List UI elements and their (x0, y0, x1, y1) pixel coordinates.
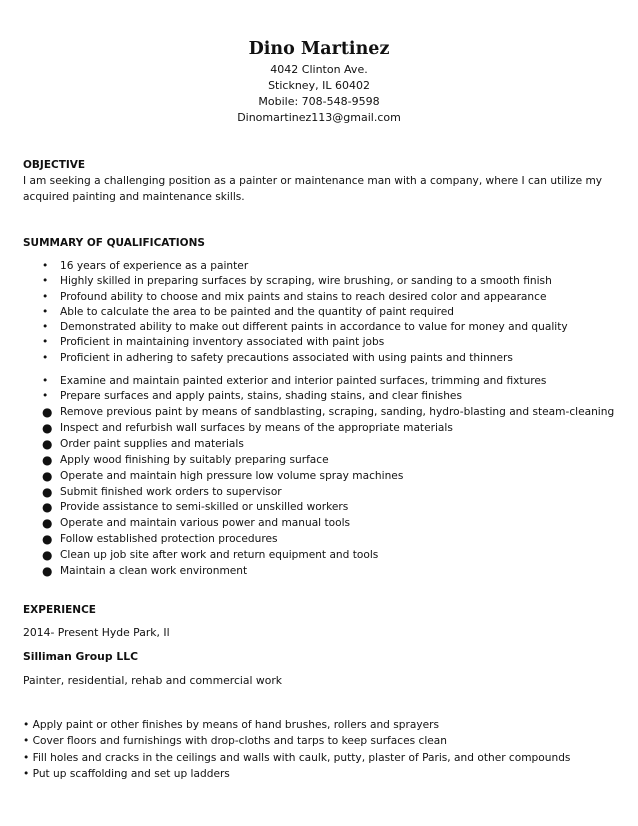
list-item (23, 305, 623, 320)
list-item (23, 274, 623, 289)
bullet-icon: ● (42, 452, 53, 467)
bullet-icon: • (42, 290, 49, 303)
mobile-phone: Mobile: 708-548-9598 (258, 95, 380, 108)
list-item: • Fill holes and cracks in the ceilings and walls with caulk, putty, plaster of Paris, and other compounds (23, 751, 571, 764)
list-item (23, 500, 623, 516)
bullet-icon: ● (42, 548, 53, 563)
list-item-text: 16 years of experience as a painter (60, 260, 249, 272)
objective-heading: OBJECTIVE (23, 159, 86, 171)
list-item-text: Proficient in adhering to safety precautions associated with using paints and thinners (60, 351, 513, 364)
list-item (23, 548, 623, 564)
list-item (23, 290, 623, 305)
street-address: 4042 Clinton Ave. (270, 63, 368, 76)
list-item (23, 437, 623, 453)
list-item-text: Operate and maintain various power and manual tools (60, 517, 351, 530)
job-role: Painter, residential, rehab and commercial work (23, 674, 283, 687)
list-item (23, 405, 623, 421)
bullet-icon: • (42, 305, 49, 318)
experience-duties-list (23, 717, 623, 782)
bullet-icon: • (42, 321, 49, 334)
list-item: • Apply paint or other finishes by means of hand brushes, rollers and sprayers (23, 719, 440, 731)
list-item: • Cover floors and furnishings with drop-cloths and tarps to keep surfaces clean (23, 735, 448, 748)
bullet-icon: ● (42, 405, 53, 419)
list-item (23, 259, 623, 274)
list-item-text: Highly skilled in preparing surfaces by scraping, wire brushing, or sanding to a smooth finish (60, 275, 552, 288)
bullet-icon: • (42, 375, 49, 387)
list-item (23, 374, 623, 389)
list-item-text: Submit finished work orders to supervisor (60, 485, 282, 498)
list-item (23, 389, 623, 404)
objective-line-2: acquired painting and maintenance skills. (23, 191, 245, 203)
list-item (23, 516, 623, 532)
list-item-text: Proficient in maintaining inventory associated with paint jobs (60, 336, 385, 349)
qualifications-list-1 (23, 259, 623, 366)
objective-section (23, 158, 623, 205)
bullet-icon: • (42, 336, 49, 349)
list-item (23, 532, 623, 548)
list-item (23, 320, 623, 335)
bullet-icon: ● (42, 436, 53, 451)
list-item (23, 564, 623, 580)
list-item (23, 485, 623, 501)
bullet-icon: • (42, 390, 49, 403)
list-item (23, 453, 623, 469)
list-item-text: Prepare surfaces and apply paints, stains, shading stains, and clear finishes (60, 390, 462, 403)
list-item (23, 335, 623, 350)
summary-heading-block (23, 236, 623, 251)
list-item-text: Order paint supplies and materials (60, 437, 244, 450)
bullet-icon: ● (42, 500, 53, 515)
company-name: Silliman Group LLC (23, 650, 139, 663)
list-item-text: Maintain a clean work environment (60, 565, 248, 578)
objective-line-1: I am seeking a challenging position as a painter or maintenance man with a company, where I can utilize my (23, 175, 603, 187)
bullet-icon: ● (42, 564, 53, 579)
list-item-text: Provide assistance to semi-skilled or unskilled workers (60, 501, 349, 514)
city-state-zip: Stickney, IL 60402 (268, 79, 370, 92)
list-item (23, 421, 623, 437)
bullet-icon: ● (42, 484, 53, 499)
qualifications-list-3 (23, 405, 623, 580)
list-item-text: Clean up job site after work and return equipment and tools (60, 549, 379, 562)
bullet-icon: • (42, 260, 49, 272)
candidate-name: Dino Martinez (248, 39, 390, 59)
bullet-icon: ● (42, 420, 53, 435)
summary-heading: SUMMARY OF QUALIFICATIONS (23, 237, 205, 249)
list-item-text: Demonstrated ability to make out different paints in accordance to value for money and quality (60, 321, 568, 334)
list-item-text: Able to calculate the area to be painted and the quantity of paint required (60, 305, 455, 318)
list-item-text: Inspect and refurbish wall surfaces by means of the appropriate materials (60, 421, 453, 434)
list-item (23, 351, 623, 366)
list-item-text: Follow established protection procedures (60, 533, 278, 546)
bullet-icon: ● (42, 516, 53, 531)
list-item-text: Examine and maintain painted exterior and interior painted surfaces, trimming and fixtures (60, 375, 547, 387)
bullet-icon: ● (42, 532, 53, 547)
qualifications-list-2 (23, 374, 623, 405)
bullet-icon: ● (42, 468, 53, 483)
experience-heading: EXPERIENCE (23, 604, 96, 616)
experience-section (23, 603, 623, 618)
list-item-text: Remove previous paint by means of sandblasting, scraping, sanding, hydro-blasting and steam-cleaning (60, 406, 615, 418)
list-item (23, 469, 623, 485)
experience-dates-location: 2014- Present Hyde Park, Il (23, 626, 170, 639)
email-address: Dinomartinez113@gmail.com (237, 111, 401, 124)
list-item-text: Operate and maintain high pressure low volume spray machines (60, 469, 404, 482)
list-item-text: Apply wood finishing by suitably preparing surface (60, 453, 329, 466)
bullet-icon: • (42, 275, 49, 288)
list-item-text: Profound ability to choose and mix paints and stains to reach desired color and appearance (60, 290, 547, 303)
resume-header (0, 38, 638, 126)
list-item: • Put up scaffolding and set up ladders (23, 767, 230, 780)
bullet-icon: • (42, 351, 49, 364)
